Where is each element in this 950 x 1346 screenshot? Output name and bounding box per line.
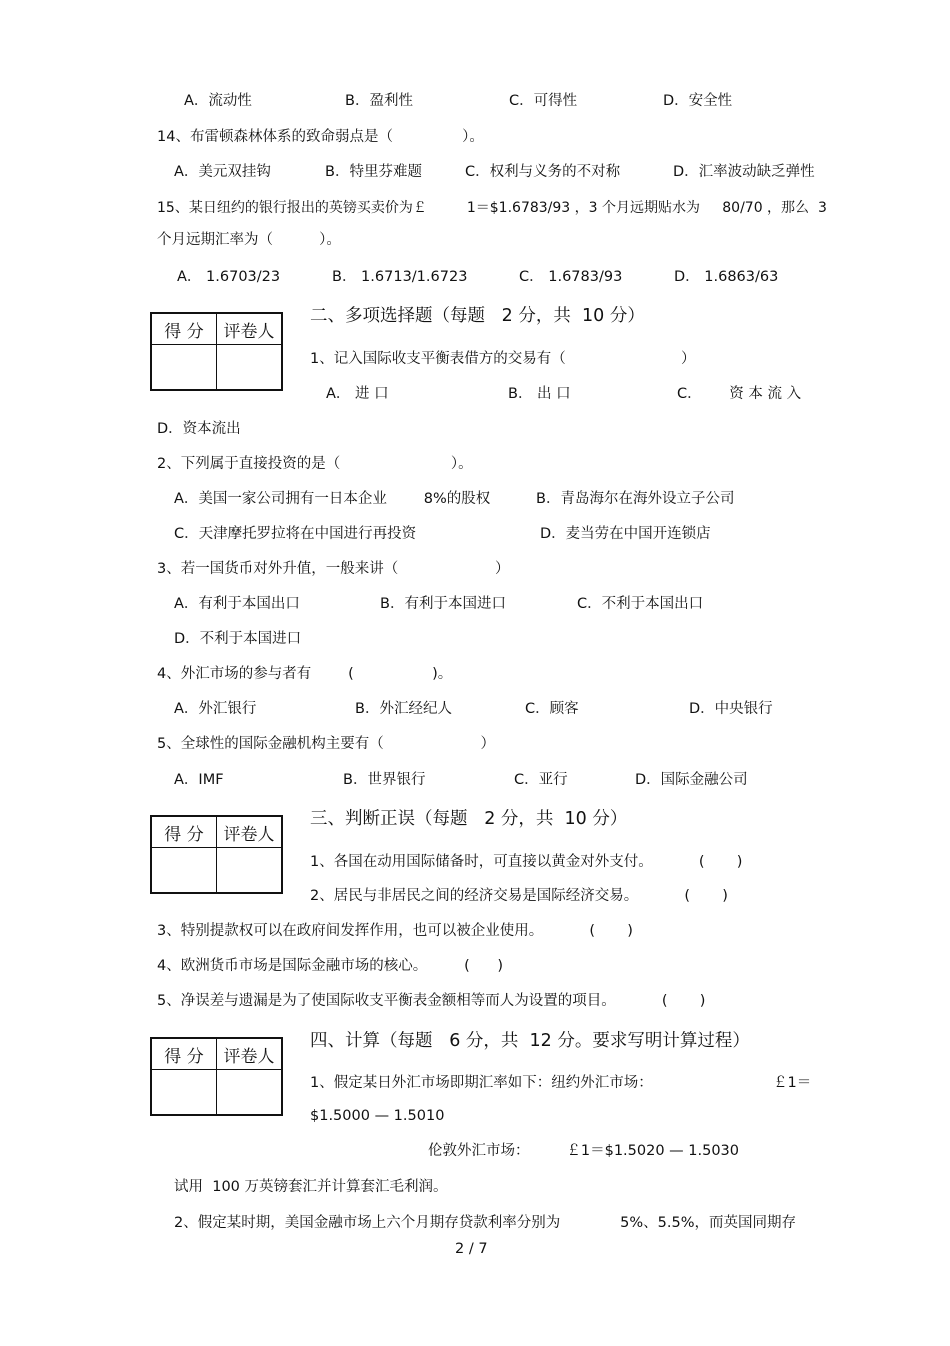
s2-q1-option-c: C． 资 本 流 入 bbox=[677, 386, 802, 402]
score-box-section3 bbox=[150, 815, 283, 894]
score-cell[interactable] bbox=[151, 345, 217, 391]
s2-q5-option-a: A．IMF bbox=[174, 772, 224, 788]
s4-q1-line1: 1、假定某日外汇市场即期汇率如下：纽约外汇市场： bbox=[310, 1075, 653, 1091]
section4-heading: 四、计算（每题 6 分，共 12 分。要求写明计算过程） bbox=[310, 1031, 750, 1051]
s3-q4: 4、欧洲货币市场是国际金融市场的核心。 ( ) bbox=[157, 958, 504, 974]
q14-option-c: C．权利与义务的不对称 bbox=[465, 164, 621, 180]
q13-option-c: C．可得性 bbox=[509, 93, 578, 109]
s2-q2-option-b: B．青岛海尔在海外设立子公司 bbox=[536, 491, 735, 507]
score-box-section2 bbox=[150, 312, 283, 391]
s2-q3-option-d: D．不利于本国进口 bbox=[174, 631, 302, 647]
s2-q4-option-b: B．外汇经纪人 bbox=[355, 701, 452, 717]
s3-q1: 1、各国在动用国际储备时，可直接以黄金对外支付。 ( ) bbox=[310, 854, 743, 870]
q15-stem-line1: 15、某日纽约的银行报出的英镑买卖价为￡ 1＝$1.6783/93 ，3 个月远期贴水为 80/70 ，那么 3 bbox=[157, 200, 827, 216]
grader-cell[interactable] bbox=[217, 848, 283, 894]
score-cell[interactable] bbox=[151, 848, 217, 894]
score-label: 得 分 bbox=[151, 816, 217, 848]
s2-q4-option-a: A．外汇银行 bbox=[174, 701, 257, 717]
s2-q2-option-d: D．麦当劳在中国开连锁店 bbox=[540, 526, 711, 542]
s2-q3-option-a: A．有利于本国出口 bbox=[174, 596, 300, 612]
q14-stem: 14、布雷顿森林体系的致命弱点是（ ）。 bbox=[157, 129, 484, 145]
s2-q1-stem: 1、记入国际收支平衡表借方的交易有（ ） bbox=[310, 351, 696, 367]
q15-option-b: B． 1.6713/1.6723 bbox=[332, 269, 468, 285]
q15-option-d: D． 1.6863/63 bbox=[674, 269, 779, 285]
q13-option-b: B．盈利性 bbox=[345, 93, 413, 109]
s2-q1-option-b: B． 出 口 bbox=[508, 386, 571, 402]
s2-q3-option-c: C．不利于本国出口 bbox=[577, 596, 704, 612]
s4-q1-line2: $1.5000 — 1.5010 bbox=[310, 1108, 445, 1124]
page-number: 2 / 7 bbox=[455, 1241, 488, 1257]
score-cell[interactable] bbox=[151, 1070, 217, 1116]
s3-q3: 3、特别提款权可以在政府间发挥作用，也可以被企业使用。 ( ) bbox=[157, 923, 633, 939]
q14-option-a: A．美元双挂钩 bbox=[174, 164, 271, 180]
q14-option-d: D．汇率波动缺乏弹性 bbox=[673, 164, 815, 180]
s2-q4-option-d: D．中央银行 bbox=[689, 701, 773, 717]
s2-q5-option-b: B．世界银行 bbox=[343, 772, 426, 788]
score-label: 得 分 bbox=[151, 313, 217, 345]
s4-q1-line4: 试用 100 万英镑套汇并计算套汇毛利润。 bbox=[174, 1179, 448, 1195]
q13-option-a: A．流动性 bbox=[184, 93, 252, 109]
s2-q5-option-c: C．亚行 bbox=[514, 772, 568, 788]
s2-q2-option-a: A．美国一家公司拥有一日本企业 8%的股权 bbox=[174, 491, 491, 507]
s4-q2-line1: 2、假定某时期，美国金融市场上六个月期存贷款利率分别为 5%、5.5%，而英国同期存 bbox=[174, 1215, 796, 1231]
grader-label: 评卷人 bbox=[217, 816, 283, 848]
q15-option-c: C． 1.6783/93 bbox=[519, 269, 623, 285]
grader-cell[interactable] bbox=[217, 345, 283, 391]
s2-q1-option-d: D．资本流出 bbox=[157, 421, 241, 437]
q14-option-b: B．特里芬难题 bbox=[325, 164, 422, 180]
score-label: 得 分 bbox=[151, 1038, 217, 1070]
q15-stem-line2: 个月远期汇率为（ ）。 bbox=[157, 232, 341, 248]
section2-heading: 二、多项选择题（每题 2 分，共 10 分） bbox=[310, 306, 645, 326]
s2-q4-stem: 4、外汇市场的参与者有 ( )。 bbox=[157, 666, 453, 682]
section3-heading: 三、判断正误（每题 2 分，共 10 分） bbox=[310, 809, 628, 829]
s2-q2-stem: 2、下列属于直接投资的是（ ）。 bbox=[157, 456, 473, 472]
grader-cell[interactable] bbox=[217, 1070, 283, 1116]
grader-label: 评卷人 bbox=[217, 313, 283, 345]
score-box-section4 bbox=[150, 1037, 283, 1116]
s2-q3-option-b: B．有利于本国进口 bbox=[380, 596, 506, 612]
grader-label: 评卷人 bbox=[217, 1038, 283, 1070]
s2-q1-option-a: A． 进 口 bbox=[326, 386, 389, 402]
q13-option-d: D．安全性 bbox=[663, 93, 733, 109]
s4-q1-line1-rate: ￡1＝ bbox=[773, 1075, 812, 1091]
s3-q5: 5、净误差与遗漏是为了使国际收支平衡表金额相等而人为设置的项目。 ( ) bbox=[157, 993, 706, 1009]
s3-q2: 2、居民与非居民之间的经济交易是国际经济交易。 ( ) bbox=[310, 888, 728, 904]
s2-q4-option-c: C．顾客 bbox=[525, 701, 579, 717]
s2-q3-stem: 3、若一国货币对外升值，一般来讲（ ） bbox=[157, 561, 510, 577]
s4-q1-line3: 伦敦外汇市场： ￡1＝$1.5020 — 1.5030 bbox=[428, 1143, 740, 1159]
s2-q5-stem: 5、全球性的国际金融机构主要有（ ） bbox=[157, 736, 496, 752]
s2-q2-option-c: C．天津摩托罗拉将在中国进行再投资 bbox=[174, 526, 417, 542]
q15-option-a: A． 1.6703/23 bbox=[177, 269, 281, 285]
s2-q5-option-d: D．国际金融公司 bbox=[635, 772, 748, 788]
